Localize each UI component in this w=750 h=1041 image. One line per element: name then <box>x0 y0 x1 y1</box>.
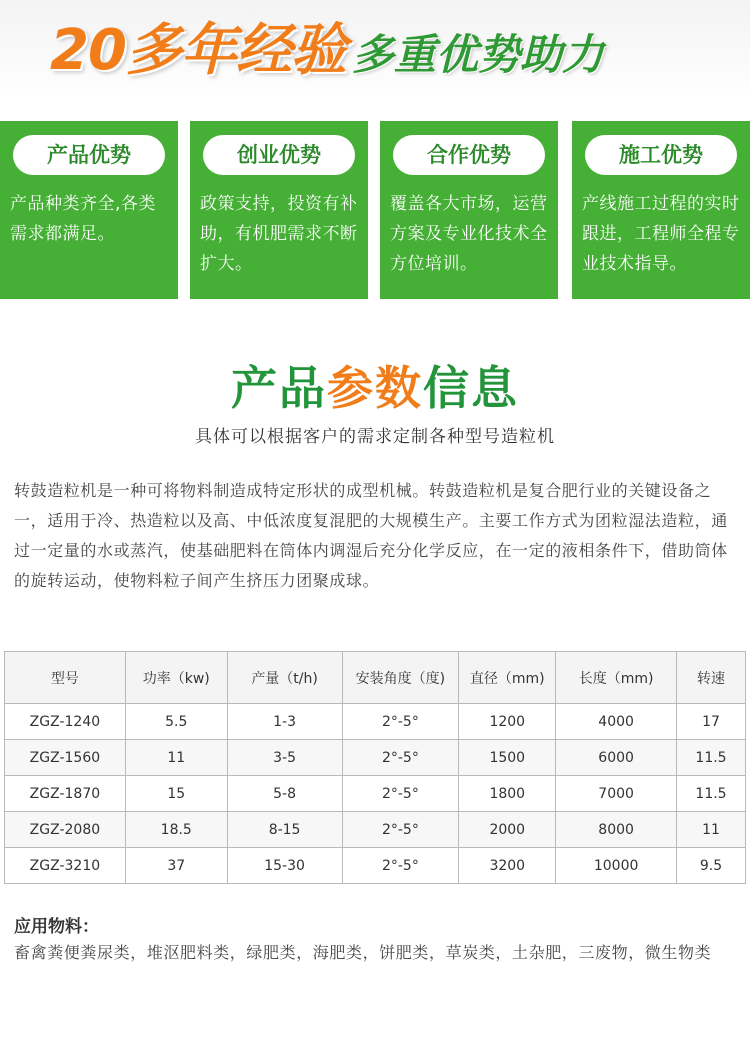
card-text: 产品种类齐全,各类需求都满足。 <box>10 194 156 244</box>
table-header-cell: 功率（kw) <box>125 652 227 704</box>
advantage-card-product <box>0 121 178 299</box>
card-text: 政策支持，投资有补助，有机肥需求不断扩大。 <box>200 194 358 274</box>
table-cell: 5-8 <box>227 776 342 812</box>
table-cell: 9.5 <box>677 848 746 884</box>
advantage-card-cooperation <box>380 121 558 299</box>
table-cell: 2°-5° <box>342 776 459 812</box>
banner-sub-text: 多重优势助力 <box>351 30 604 79</box>
card-text: 覆盖各大市场，运营方案及专业化技术全方位培训。 <box>390 194 548 274</box>
table-row <box>5 776 746 812</box>
table-cell: 2°-5° <box>342 740 459 776</box>
table-cell: 8000 <box>556 812 677 848</box>
table-cell: 2°-5° <box>342 848 459 884</box>
table-cell: 2°-5° <box>342 812 459 848</box>
table-cell: ZGZ-2080 <box>5 812 126 848</box>
table-cell: 4000 <box>556 704 677 740</box>
table-cell: 15 <box>125 776 227 812</box>
table-cell: 7000 <box>556 776 677 812</box>
table-row <box>5 812 746 848</box>
table-header-cell: 产量（t/h) <box>227 652 342 704</box>
table-cell: 2°-5° <box>342 704 459 740</box>
section-subtitle: 具体可以根据客户的需求定制各种型号造粒机 <box>195 427 555 447</box>
card-title: 施工优势 <box>585 135 737 175</box>
table-cell: ZGZ-3210 <box>5 848 126 884</box>
table-header-cell: 安装角度（度) <box>342 652 459 704</box>
table-cell: 6000 <box>556 740 677 776</box>
table-cell: 1800 <box>459 776 556 812</box>
table-cell: 3200 <box>459 848 556 884</box>
table-cell: 18.5 <box>125 812 227 848</box>
table-cell: 11 <box>677 812 746 848</box>
table-header-cell: 直径（mm) <box>459 652 556 704</box>
table-cell: 10000 <box>556 848 677 884</box>
header-banner <box>0 0 750 100</box>
table-cell: ZGZ-1560 <box>5 740 126 776</box>
table-cell: 11.5 <box>677 740 746 776</box>
table-cell: 1-3 <box>227 704 342 740</box>
table-cell: ZGZ-1870 <box>5 776 126 812</box>
table-cell: 11.5 <box>677 776 746 812</box>
table-cell: 15-30 <box>227 848 342 884</box>
table-row <box>5 740 746 776</box>
parameter-table <box>4 651 746 884</box>
banner-main-text: 20多年经验 <box>50 18 346 83</box>
table-cell: 1500 <box>459 740 556 776</box>
table-row <box>5 848 746 884</box>
application-text: 畜禽粪便粪尿类，堆沤肥料类，绿肥类，海肥类，饼肥类，草炭类，土杂肥，三废物，微生物类 <box>14 943 712 962</box>
application-title: 应用物料： <box>14 917 99 937</box>
table-header-cell: 长度（mm) <box>556 652 677 704</box>
card-text: 产线施工过程的实时跟进，工程师全程专业技术指导。 <box>582 194 740 274</box>
advantage-card-construction <box>572 121 750 299</box>
table-cell: 8-15 <box>227 812 342 848</box>
table-cell: 5.5 <box>125 704 227 740</box>
advantage-card-startup <box>190 121 368 299</box>
intro-paragraph: 转鼓造粒机是一种可将物料制造成特定形状的成型机械。转鼓造粒机是复合肥行业的关键设备之一，适用于冷、热造粒以及高、中低浓度复混肥的大规模生产。主要工作方式为团粒湿法造粒，通过一定量的水或蒸汽，使基础肥料在筒体内调湿后充分化学反应，在一定的液相条件下，借助筒体的旋转运动，使物料粒子间产生挤压力团聚成球。 <box>14 481 728 590</box>
section-title-part1: 产品 <box>231 361 327 415</box>
table-cell: 37 <box>125 848 227 884</box>
table-cell: 2000 <box>459 812 556 848</box>
section-title <box>0 352 750 418</box>
table-cell: 1200 <box>459 704 556 740</box>
section-title-part3: 信息 <box>423 361 519 415</box>
table-header-cell: 型号 <box>5 652 126 704</box>
card-title: 产品优势 <box>13 135 165 175</box>
advantage-cards <box>0 121 750 299</box>
table-cell: 3-5 <box>227 740 342 776</box>
table-row <box>5 704 746 740</box>
table-cell: 17 <box>677 704 746 740</box>
card-title: 创业优势 <box>203 135 355 175</box>
table-header-row <box>5 652 746 704</box>
table-cell: ZGZ-1240 <box>5 704 126 740</box>
card-title: 合作优势 <box>393 135 545 175</box>
section-title-part2: 参数 <box>327 361 423 415</box>
banner-title <box>50 6 604 86</box>
table-header-cell: 转速 <box>677 652 746 704</box>
table-cell: 11 <box>125 740 227 776</box>
